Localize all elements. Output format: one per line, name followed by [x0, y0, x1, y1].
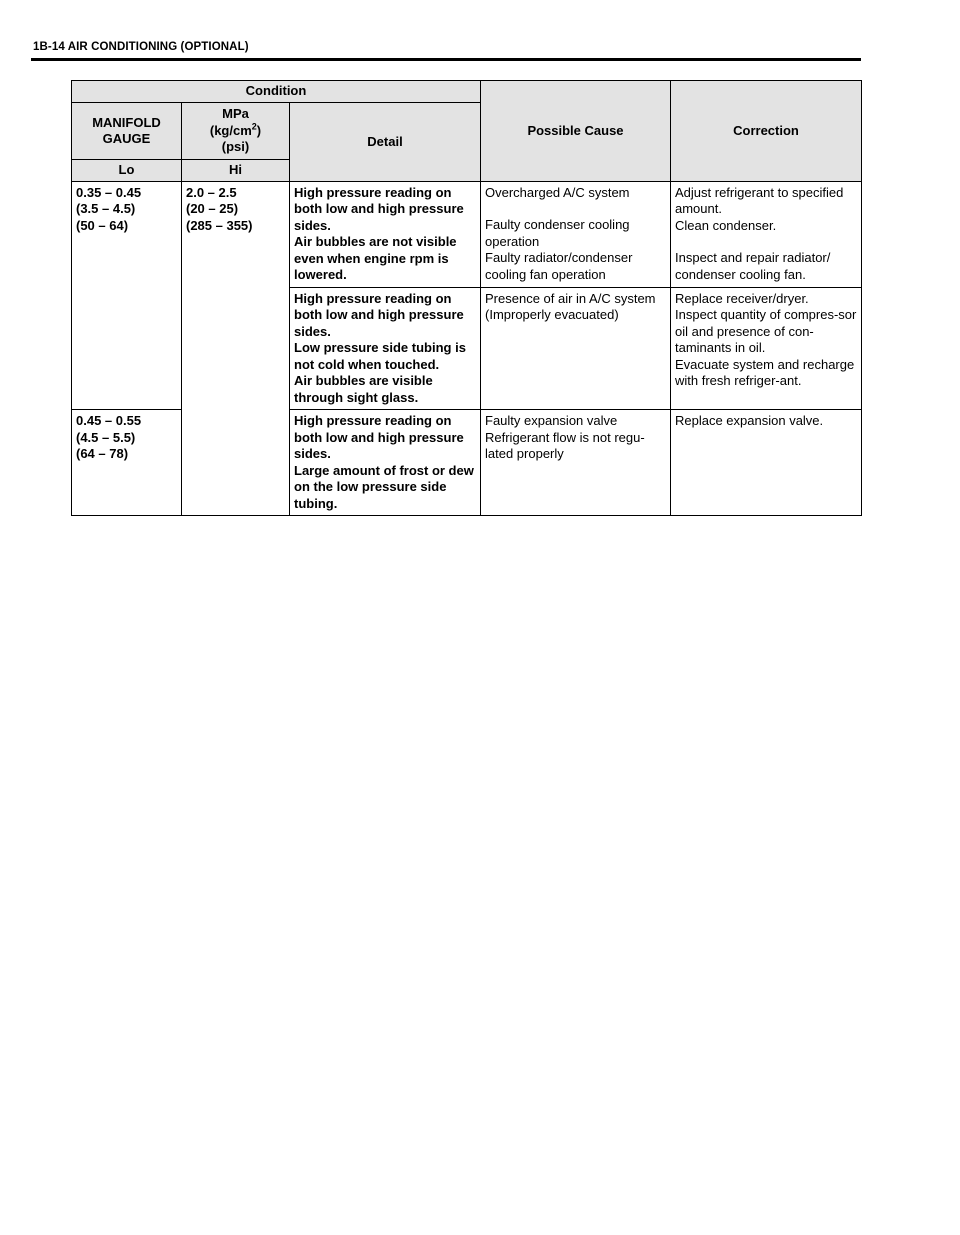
header-hi: Hi	[182, 160, 290, 182]
cause-cell	[481, 410, 671, 516]
header-manifold-gauge	[72, 103, 182, 160]
header-detail: Detail	[290, 103, 481, 182]
cause-cell	[481, 181, 671, 287]
unit-psi: (psi)	[221, 139, 250, 155]
header-units	[182, 103, 290, 160]
hi-value: 2.0 – 2.5 (20 – 25) (285 – 355)	[186, 184, 253, 233]
correction-cell	[671, 410, 862, 516]
detail-cell	[290, 181, 481, 287]
unit-mpa: MPa	[222, 106, 249, 122]
detail-text: High pressure reading on both low and high pressure sides. Large amount of frost or dew on the low pressure side tubing.	[294, 413, 474, 511]
correction-cell	[671, 181, 862, 287]
detail-text: High pressure reading on both low and high pressure sides. Low pressure side tubing is not cold when touched. Air bubbles are visible through sight glass.	[294, 290, 466, 405]
cause-text: Faulty expansion valve Refrigerant flow is not regu-lated properly	[485, 413, 645, 461]
header-possible-cause: Possible Cause	[481, 81, 671, 182]
detail-cell	[290, 410, 481, 516]
correction-item: Inspect and repair radiator/ condenser cooling fan.	[675, 250, 831, 282]
header-manifold-gauge-text: MANIFOLD GAUGE	[92, 114, 161, 146]
cause-item: Faulty condenser cooling operation	[485, 217, 630, 249]
detail-text: High pressure reading on both low and high pressure sides. Air bubbles are not visible even when engine rpm is lowered.	[294, 184, 464, 282]
cause-text: Presence of air in A/C system (Improperly evacuated)	[485, 290, 656, 322]
table-row	[72, 181, 862, 287]
correction-cell	[671, 287, 862, 410]
cause-item: Faulty radiator/condenser cooling fan operation	[485, 250, 633, 282]
detail-cell	[290, 287, 481, 410]
correction-text: Replace receiver/dryer. Inspect quantity of compres-sor oil and presence of con-taminants in oil. Evacuate system and recharge with fresh refriger-ant.	[675, 290, 857, 388]
header-row-condition	[72, 81, 862, 103]
header-correction: Correction	[671, 81, 862, 182]
lo-value-cell	[72, 181, 182, 410]
correction-item: Adjust refrigerant to specified amount.	[675, 184, 844, 216]
lo-value: 0.45 – 0.55 (4.5 – 5.5) (64 – 78)	[76, 413, 142, 461]
header-lo: Lo	[72, 160, 182, 182]
unit-kgcm: $(kg/cm^2)$	[209, 121, 262, 138]
lo-value-cell	[72, 410, 182, 516]
diagnosis-table	[71, 80, 862, 516]
hi-value-cell	[182, 181, 290, 516]
header-rule	[31, 58, 861, 61]
header-condition: Condition	[72, 81, 481, 103]
cause-cell	[481, 287, 671, 410]
correction-text: Replace expansion valve.	[675, 413, 824, 428]
lo-value: 0.35 – 0.45 (3.5 – 4.5) (50 – 64)	[76, 184, 142, 233]
correction-item: Clean condenser.	[675, 217, 777, 233]
page-header: 1B-14 AIR CONDITIONING (OPTIONAL)	[33, 41, 249, 53]
cause-item: Overcharged A/C system	[485, 184, 630, 200]
